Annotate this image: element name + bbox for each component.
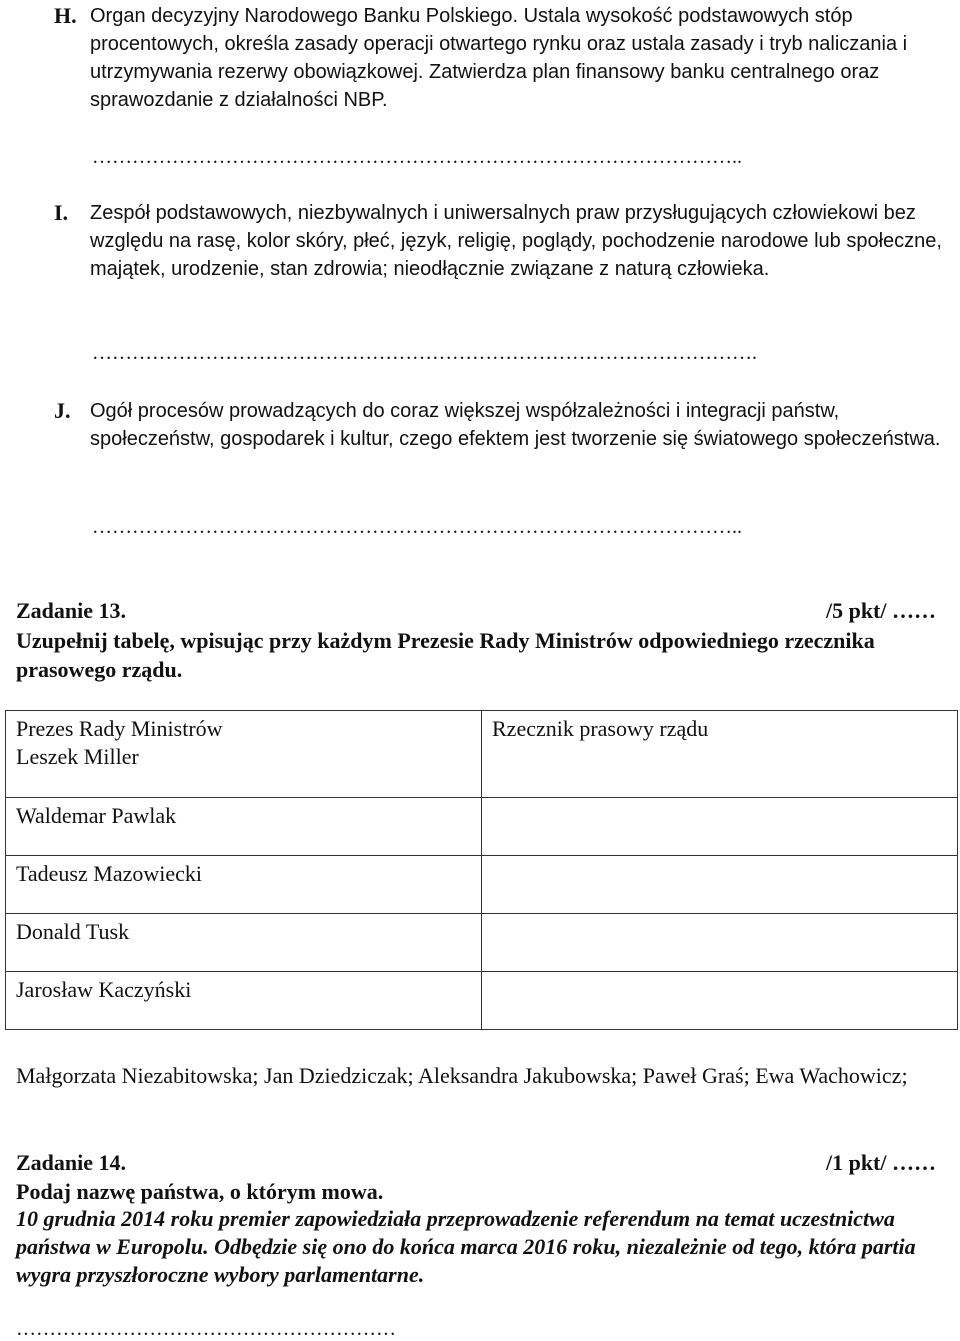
answer-line-task-14[interactable]: ………………………………………………… [16, 1318, 396, 1340]
table-cell-spokesperson[interactable] [482, 914, 958, 972]
prime-minister-name: Leszek Miller [16, 744, 139, 769]
table-cell-spokesperson[interactable] [482, 856, 958, 914]
task-13-points: /5 pkt/ …… [825, 598, 936, 623]
answer-line-h[interactable]: …………………………………………………………………………………….. [92, 146, 742, 168]
definition-j-text: Ogół procesów prowadzących do coraz większej współzależności i integracji państw, społeczeństw, gospodarek i kultur, czego efektem jest tworzenie się światowego społeczeństwa. [90, 400, 941, 450]
table-header-left: Prezes Rady Ministrów [16, 716, 223, 741]
item-letter-i: I. [54, 200, 69, 225]
prime-minister-name: Waldemar Pawlak [6, 798, 482, 856]
definition-h [54, 2, 954, 114]
item-letter-h: H. [54, 3, 77, 28]
table-cell-spokesperson[interactable] [482, 711, 958, 798]
definition-h-text: Organ decyzyjny Narodowego Banku Polskiego. Ustala wysokość podstawowych stóp procentowych, określa zasady operacji otwartego rynku oraz ustala zasady i tryb naliczania i utrzymywania rezerwy obowiązkowej. Zatwierdza plan finansowy banku centralnego oraz sprawozdanie z działalności NBP. [90, 5, 908, 111]
task-14-instruction: Podaj nazwę państwa, o którym mowa. [16, 1179, 384, 1204]
answer-table [5, 710, 958, 1030]
table-row [6, 798, 958, 856]
prime-minister-name: Donald Tusk [6, 914, 482, 972]
table-cell-prime-minister [6, 711, 482, 798]
table-row [6, 914, 958, 972]
table-cell-spokesperson[interactable] [482, 798, 958, 856]
prime-minister-name: Jarosław Kaczyński [6, 972, 482, 1030]
spokesperson-name-list: Małgorzata Niezabitowska; Jan Dziedziczak; Aleksandra Jakubowska; Paweł Graś; Ewa Wachowicz; [16, 1063, 908, 1088]
task-14-title: Zadanie 14. [16, 1150, 127, 1175]
task-13-title: Zadanie 13. [16, 598, 127, 623]
task-14-quote: 10 grudnia 2014 roku premier zapowiedziała przeprowadzenie referendum na temat uczestnictwa państwa w Europolu. Odbędzie się ono do końca marca 2016 roku, niezależnie od tego, która partia wygra przyszłoroczne wybory parlamentarne. [16, 1206, 916, 1287]
task-14-points: /1 pkt/ …… [825, 1150, 936, 1175]
answer-line-j[interactable]: …………………………………………………………………………………….. [92, 516, 742, 538]
prime-minister-name: Tadeusz Mazowiecki [6, 856, 482, 914]
table-row [6, 711, 958, 798]
table-header-right: Rzecznik prasowy rządu [492, 716, 709, 741]
table-row [6, 972, 958, 1030]
definition-i-text: Zespół podstawowych, niezbywalnych i uniwersalnych praw przysługujących człowiekowi bez względu na rasę, kolor skóry, płeć, język, religię, poglądy, pochodzenie narodowe lub społeczne, majątek, urodzenie, stan zdrowia; nieodłącznie związane z naturą człowieka. [90, 202, 942, 280]
task-13-header [16, 597, 936, 625]
task-14-header [16, 1149, 936, 1177]
definition-j [54, 397, 954, 453]
item-letter-j: J. [54, 398, 71, 423]
table-cell-spokesperson[interactable] [482, 972, 958, 1030]
definition-i [54, 199, 954, 283]
answer-line-i[interactable]: ………………………………………………………………………………………. [92, 342, 757, 364]
table-row [6, 856, 958, 914]
task-13-instruction: Uzupełnij tabelę, wpisując przy każdym Prezesie Rady Ministrów odpowiedniego rzecznika prasowego rządu. [16, 628, 875, 682]
